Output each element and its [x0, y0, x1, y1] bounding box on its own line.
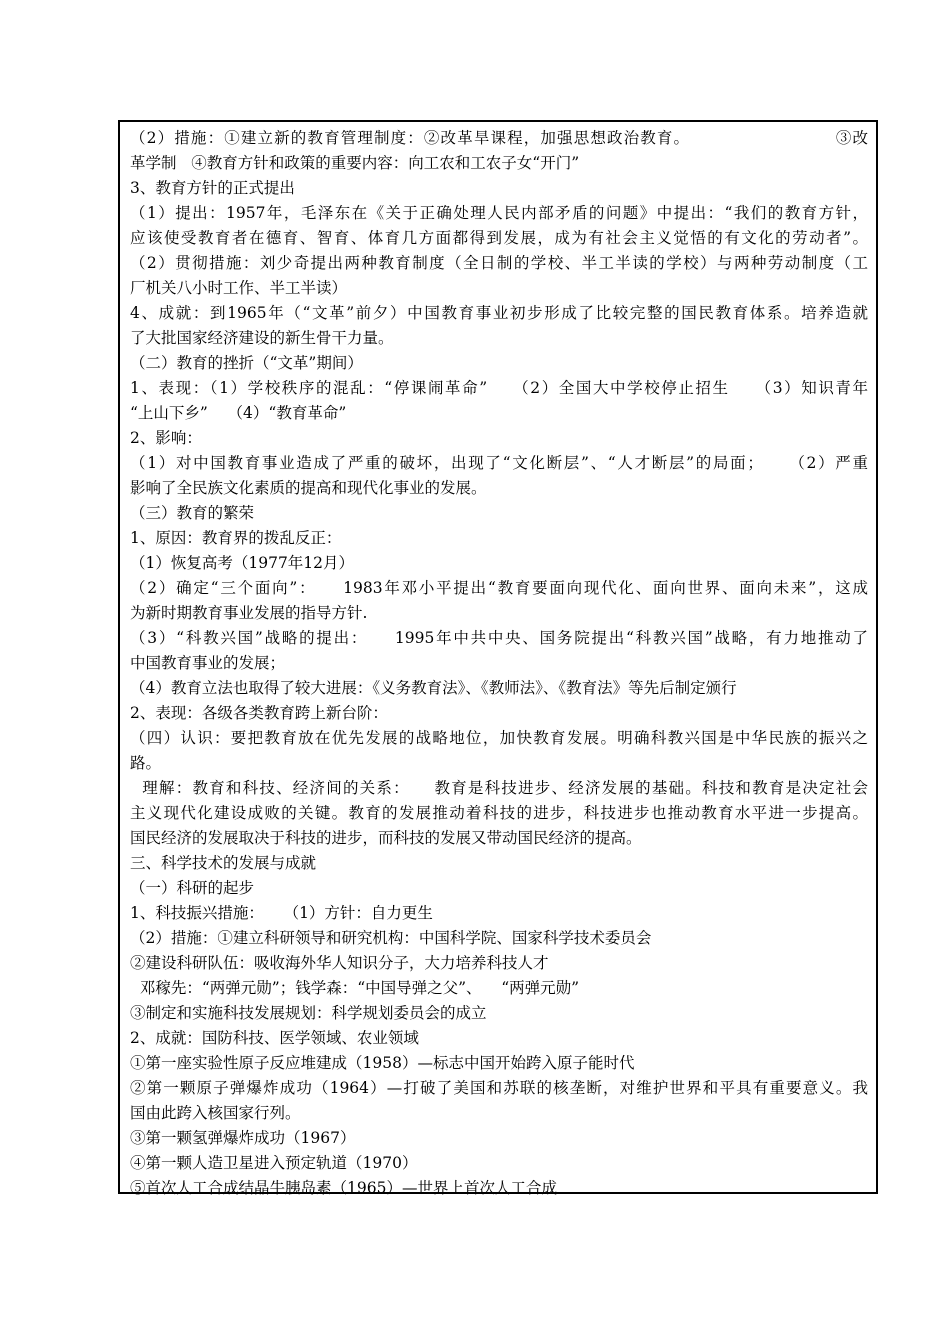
- text-line: 理解：教育和科技、经济间的关系： 教育是科技进步、经济发展的基础。科技和教育是决定社会: [130, 779, 868, 797]
- text-line: 厂机关八小时工作、半工半读）: [130, 279, 348, 297]
- text-line: ②第一颗原子弹爆炸成功（1964）—打破了美国和苏联的核垄断，对维护世界和平具有重要意义。我: [130, 1079, 868, 1097]
- text-line: 1、科技振兴措施： （1）方针：自力更生: [130, 904, 433, 922]
- text-line: （2）措施：①建立新的教育管理制度：②改革旱课程，加强思想政治教育。 ③改: [130, 129, 868, 147]
- text-line: 三、科学技术的发展与成就: [130, 854, 317, 872]
- text-line: （一）科研的起步: [130, 879, 255, 897]
- text-line: ③制定和实施科技发展规划：科学规划委员会的成立: [130, 1004, 487, 1022]
- text-line: （2）措施：①建立科研领导和研究机构：中国科学院、国家科学技术委员会: [130, 929, 652, 947]
- text-line: （四）认识：要把教育放在优先发展的战略地位，加快教育发展。明确科教兴国是中华民族的振兴之: [130, 729, 868, 747]
- text-line: 3、教育方针的正式提出: [130, 179, 295, 197]
- text-line: （2）贯彻措施：刘少奇提出两种教育制度（全日制的学校、半工半读的学校）与两种劳动制度（工: [130, 254, 868, 272]
- text-line: ③第一颗氢弹爆炸成功（1967）: [130, 1129, 356, 1147]
- text-line: 应该使受教育者在德育、智育、体育几方面都得到发展，成为有社会主义觉悟的有文化的劳动者”。: [130, 229, 868, 247]
- text-line: ②建设科研队伍：吸收海外华人知识分子，大力培养科技人才: [130, 954, 549, 972]
- text-line: 1、表现：（1）学校秩序的混乱：“停课闹革命” （2）全国大中学校停止招生 （3）知识青年: [130, 379, 868, 397]
- text-line: （4）教育立法也取得了较大进展：《义务教育法》、《教师法》、《教育法》等先后制定颁行: [130, 679, 737, 697]
- content-table-cell: [118, 120, 878, 1197]
- text-line: 4、成就：到1965年（“文革”前夕）中国教育事业初步形成了比较完整的国民教育体系。培养造就: [130, 304, 868, 322]
- text-line: 2、影响：: [130, 429, 202, 447]
- text-line: 1、原因：教育界的拨乱反正：: [130, 529, 342, 547]
- text-line: 主义现代化建设成败的关键。教育的发展推动着科技的进步，科技进步也推动教育水平进一步提高。: [130, 804, 868, 822]
- text-line: 国民经济的发展取决于科技的进步，而科技的发展又带动国民经济的提高。: [130, 829, 642, 847]
- text-block: [130, 126, 868, 1201]
- text-line: 影响了全民族文化素质的提高和现代化事业的发展。: [130, 479, 487, 497]
- text-line: 路。: [130, 754, 162, 772]
- text-line: 革学制 ④教育方针和政策的重要内容：向工农和工农子女“开门”: [130, 154, 580, 172]
- text-line: 中国教育事业的发展；: [130, 654, 286, 672]
- text-line: ①第一座实验性原子反应堆建成（1958）—标志中国开始跨入原子能时代: [130, 1054, 635, 1072]
- text-line: 邓稼先：“两弹元勋”；钱学森：“中国导弹之父”、 “两弹元勋”: [130, 979, 580, 997]
- text-line: ⑤首次人工合成结晶牛胰岛素（1965）—世界上首次人工合成: [130, 1179, 557, 1197]
- text-line: （二）教育的挫折（“文革”期间）: [130, 354, 363, 372]
- text-line: （1）对中国教育事业造成了严重的破坏，出现了“文化断层”、“人才断层”的局面； （2）严重: [130, 454, 868, 472]
- text-line: 2、表现：各级各类教育跨上新台阶：: [130, 704, 388, 722]
- text-line: 2、成就：国防科技、医学领域、农业领域: [130, 1029, 419, 1047]
- text-line: 为新时期教育事业发展的指导方针.: [130, 604, 368, 622]
- text-line: 了大批国家经济建设的新生骨干力量。: [130, 329, 394, 347]
- text-line: 国由此跨入核国家行列。: [130, 1104, 301, 1122]
- text-line: “上山下乡” （4）“教育革命”: [130, 404, 347, 422]
- text-line: （1）恢复高考（1977年12月）: [130, 554, 355, 572]
- text-line: （3）“科教兴国”战略的提出： 1995年中共中央、国务院提出“科教兴国”战略，有力地推动了: [130, 629, 868, 647]
- text-line: （2）确定“三个面向”： 1983年邓小平提出“教育要面向现代化、面向世界、面向未来”，这成: [130, 579, 868, 597]
- text-line: （1）提出：1957年，毛泽东在《关于正确处理人民内部矛盾的问题》中提出：“我们的教育方针，: [130, 204, 868, 222]
- text-line: ④第一颗人造卫星进入预定轨道（1970）: [130, 1154, 418, 1172]
- text-line: （三）教育的繁荣: [130, 504, 255, 522]
